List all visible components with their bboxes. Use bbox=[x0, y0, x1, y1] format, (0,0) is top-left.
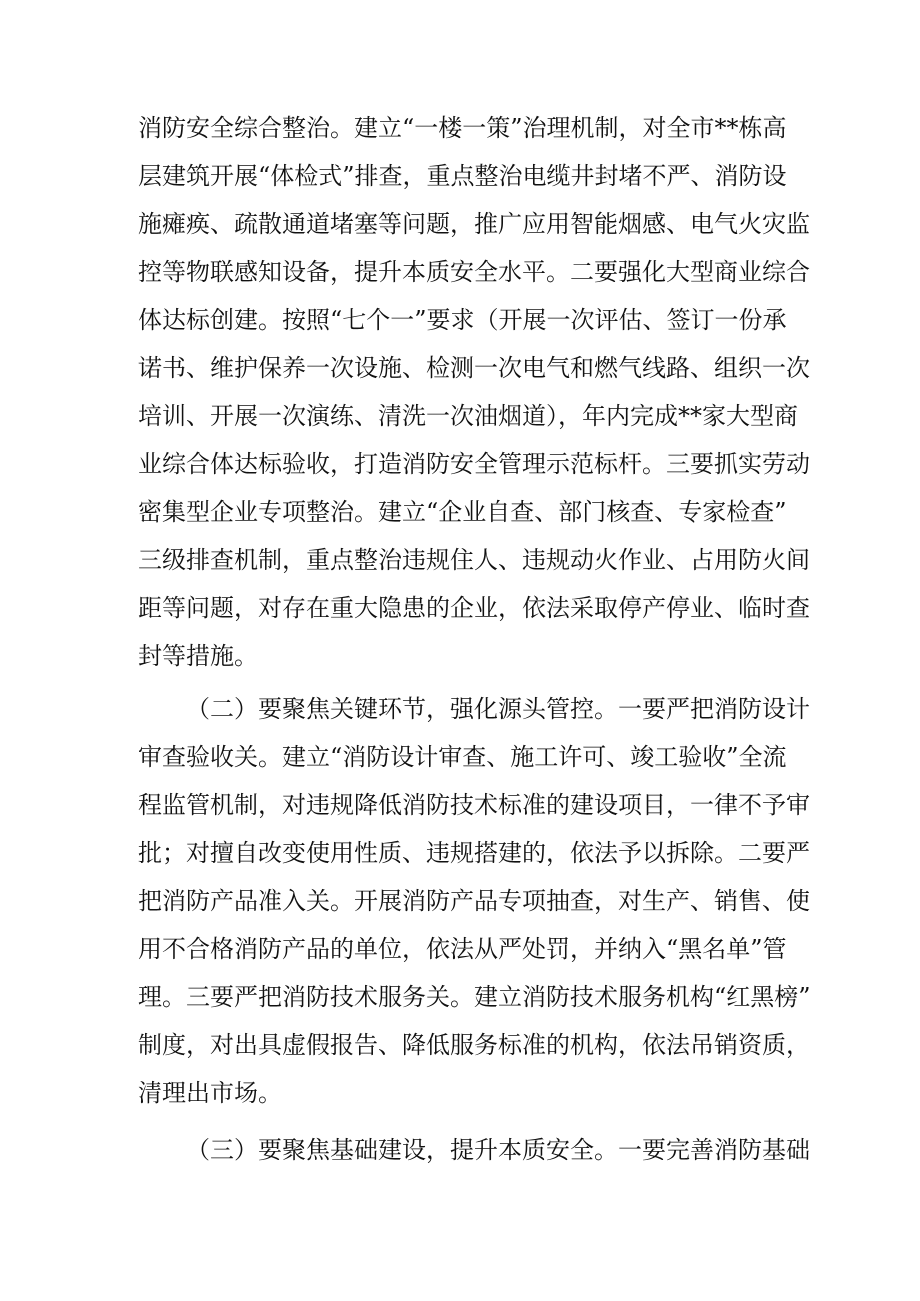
body-text-line: 施瘫痪、疏散通道堵塞等问题，推广应用智能烟感、电气火灾监 bbox=[138, 210, 810, 238]
section-heading-line: （三）要聚焦基础建设，提升本质安全。一要完善消防基础 bbox=[186, 1136, 810, 1164]
body-text-line: 批；对擅自改变使用性质、违规搭建的，依法予以拆除。二要严 bbox=[138, 839, 810, 867]
body-text-line: 清理出市场。 bbox=[138, 1079, 282, 1107]
body-text-line: 诺书、维护保养一次设施、检测一次电气和燃气线路、组织一次 bbox=[138, 354, 810, 382]
body-text-line: 程监管机制，对违规降低消防技术标准的建设项目，一律不予审 bbox=[138, 791, 810, 819]
body-text-line: 理。三要严把消防技术服务关。建立消防技术服务机构“红黑榜” bbox=[138, 983, 811, 1011]
body-text-line: 制度，对出具虚假报告、降低服务标准的机构，依法吊销资质， bbox=[138, 1031, 810, 1059]
body-text-line: 审查验收关。建立“消防设计审查、施工许可、竣工验收”全流 bbox=[138, 743, 787, 771]
body-text-line: 把消防产品准入关。开展消防产品专项抽查，对生产、销售、使 bbox=[138, 887, 810, 915]
body-text-line: 业综合体达标验收，打造消防安全管理示范标杆。三要抓实劳动 bbox=[138, 450, 810, 478]
section-heading-line: （二）要聚焦关键环节，强化源头管控。一要严把消防设计 bbox=[186, 695, 810, 723]
body-text-line: 封等措施。 bbox=[138, 642, 258, 670]
body-text-line: 密集型企业专项整治。建立“企业自查、部门核查、专家检查” bbox=[138, 498, 787, 526]
body-text-line: 体达标创建。按照“七个一”要求（开展一次评估、签订一份承 bbox=[138, 306, 787, 334]
body-text-line: 三级排查机制，重点整治违规住人、违规动火作业、占用防火间 bbox=[138, 546, 810, 574]
body-text-line: 层建筑开展“体检式”排查，重点整治电缆井封堵不严、消防设 bbox=[138, 162, 787, 190]
body-text-line: 用不合格消防产品的单位，依法从严处罚，并纳入“黑名单”管 bbox=[138, 935, 787, 963]
body-text-line: 培训、开展一次演练、清洗一次油烟道），年内完成**家大型商 bbox=[138, 402, 798, 430]
body-text-line: 距等问题，对存在重大隐患的企业，依法采取停产停业、临时查 bbox=[138, 594, 810, 622]
body-text-line: 控等物联感知设备，提升本质安全水平。二要强化大型商业综合 bbox=[138, 258, 810, 286]
body-text-line: 消防安全综合整治。建立“一楼一策”治理机制，对全市**栋高 bbox=[138, 114, 787, 142]
